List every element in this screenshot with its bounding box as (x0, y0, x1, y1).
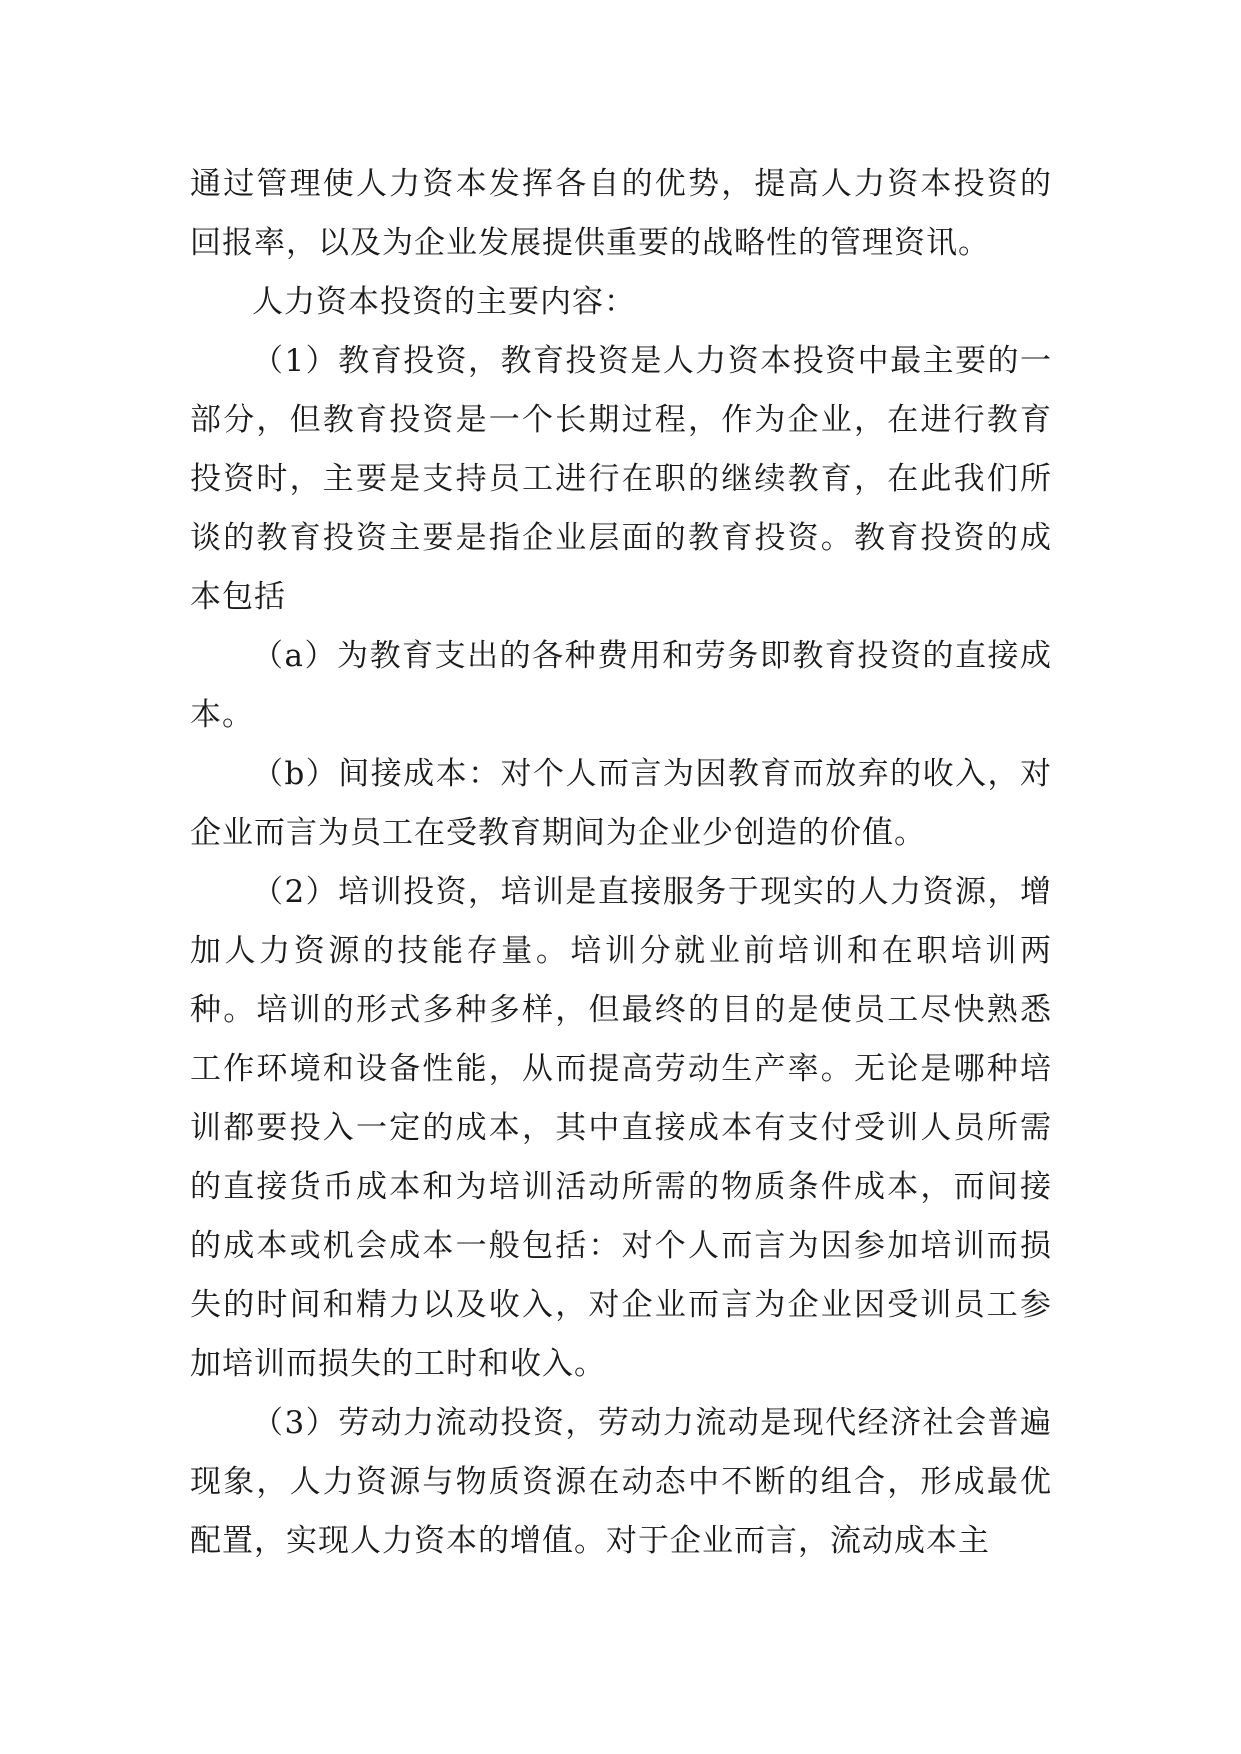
paragraph-education-investment: （1）教育投资，教育投资是人力资本投资中最主要的一部分，但教育投资是一个长期过程，作为企业，在进行教育投资时，主要是支持员工进行在职的继续教育，在此我们所谈的教育投资主要是指企业层面的教育投资。教育投资的成本包括 (190, 343, 1052, 615)
paragraph-labor-mobility-investment: （3）劳动力流动投资，劳动力流动是现代经济社会普遍现象，人力资源与物质资源在动态中不断的组合，形成最优配置，实现人力资本的增值。对于企业而言，流动成本主 (190, 1405, 1052, 1559)
paragraph-section-heading: 人力资本投资的主要内容： (252, 284, 636, 320)
document-body (190, 155, 1052, 1571)
paragraph-indirect-cost: （b）间接成本：对个人而言为因教育而放弃的收入，对企业而言为员工在受教育期间为企业少创造的价值。 (190, 756, 1052, 851)
paragraph-continuation: 通过管理使人力资本发挥各自的优势，提高人力资本投资的回报率，以及为企业发展提供重要的战略性的管理资讯。 (190, 166, 1052, 261)
paragraph-direct-cost: （a）为教育支出的各种费用和劳务即教育投资的直接成本。 (190, 638, 1052, 733)
paragraph-training-investment: （2）培训投资，培训是直接服务于现实的人力资源，增加人力资源的技能存量。培训分就业前培训和在职培训两种。培训的形式多种多样，但最终的目的是使员工尽快熟悉工作环境和设备性能，从而提高劳动生产率。无论是哪种培训都要投入一定的成本，其中直接成本有支付受训人员所需的直接货币成本和为培训活动所需的物质条件成本，而间接的成本或机会成本一般包括：对个人而言为因参加培训而损失的时间和精力以及收入，对企业而言为企业因受训员工参加培训而损失的工时和收入。 (190, 874, 1052, 1382)
